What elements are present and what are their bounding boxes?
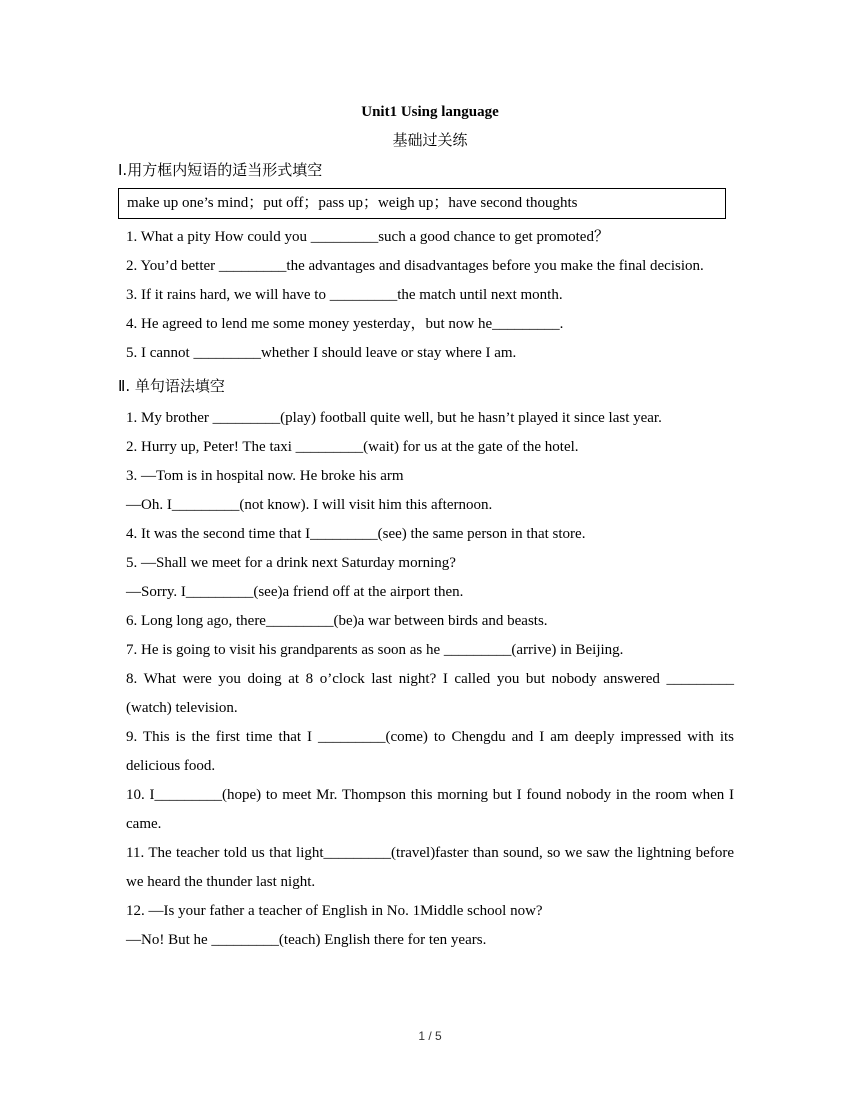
phrase-box: make up one’s mind；put off；pass up；weigh up；have second thoughts: [118, 188, 726, 219]
s2-item-5-reply: —Sorry. I_________(see)a friend off at the airport then.: [126, 584, 464, 600]
s2-item-4: 4. It was the second time that I_________(see) the same person in that store.: [126, 526, 586, 542]
page-number: 1 / 5: [418, 1029, 442, 1043]
s2-item-6: 6. Long long ago, there_________(be)a war between birds and beasts.: [126, 613, 548, 629]
document-page: [118, 100, 734, 955]
s1-item-5: 5. I cannot _________whether I should leave or stay where I am.: [126, 345, 517, 361]
s2-item-8: 8. What were you doing at 8 o’clock last night? I called you but nobody answered _________ (watch) television.: [126, 671, 734, 716]
s1-item-1: 1. What a pity How could you _________such a good chance to get promoted？: [126, 229, 609, 245]
section-1-heading: Ⅰ.用方框内短语的适当形式填空: [118, 161, 323, 179]
document-subtitle: 基础过关练: [392, 131, 468, 149]
s2-item-7: 7. He is going to visit his grandparents as soon as he _________(arrive) in Beijing.: [126, 642, 624, 658]
s2-item-12: 12. —Is your father a teacher of English in No. 1Middle school now?: [126, 903, 543, 919]
s2-item-3: 3. —Tom is in hospital now. He broke his arm: [126, 468, 404, 484]
s1-item-4: 4. He agreed to lend me some money yesterday，but now he_________.: [126, 316, 564, 332]
s2-item-5: 5. —Shall we meet for a drink next Saturday morning?: [126, 555, 456, 571]
s2-item-11: 11. The teacher told us that light_________(travel)faster than sound, so we saw the lightning before we heard the thunder last night.: [126, 845, 734, 890]
document-title: Unit1 Using language: [361, 104, 499, 120]
s2-item-1: 1. My brother _________(play) football quite well, but he hasn’t played it since last year.: [126, 410, 662, 426]
s1-item-3: 3. If it rains hard, we will have to _________the match until next month.: [126, 287, 563, 303]
s2-item-12-reply: —No! But he _________(teach) English there for ten years.: [126, 932, 487, 948]
s1-item-2: 2. You’d better _________the advantages and disadvantages before you make the final decision.: [126, 258, 704, 274]
section-2-heading: Ⅱ. 单句语法填空: [118, 377, 225, 395]
s2-item-10: 10. I_________(hope) to meet Mr. Thompson this morning but I found nobody in the room when I came.: [126, 787, 734, 832]
s2-item-9: 9. This is the first time that I _________(come) to Chengdu and I am deeply impressed with its delicious food.: [126, 729, 734, 774]
s2-item-3-reply: —Oh. I_________(not know). I will visit him this afternoon.: [126, 497, 493, 513]
s2-item-2: 2. Hurry up, Peter! The taxi _________(wait) for us at the gate of the hotel.: [126, 439, 579, 455]
